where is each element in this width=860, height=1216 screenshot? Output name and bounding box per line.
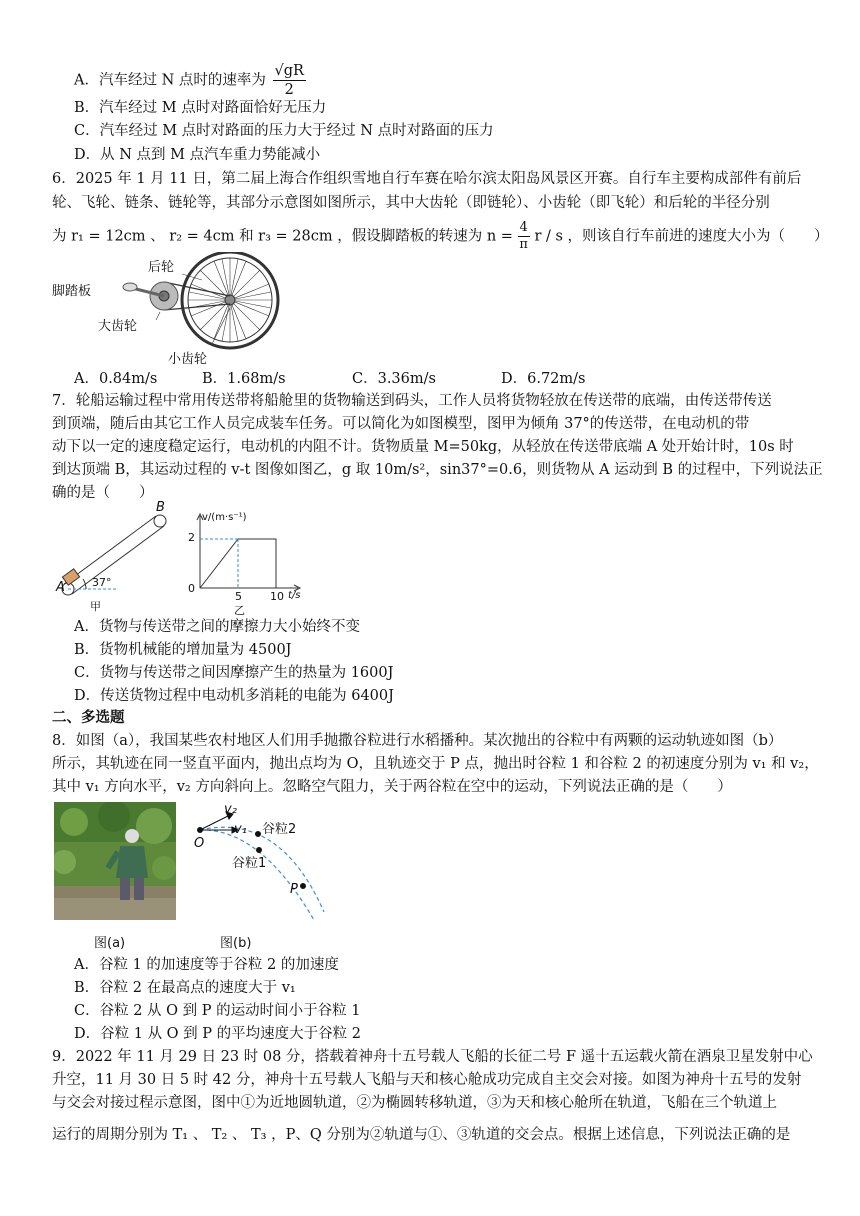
x-tick-10: 10	[270, 590, 284, 603]
fraction-denominator: π	[519, 237, 528, 252]
small-gear-label: 小齿轮	[168, 352, 208, 367]
q8-option-b: B．谷粒 2 在最高点的速度大于 v₁	[74, 980, 296, 996]
q6-option-b: B．1.68m/s	[202, 371, 286, 387]
point-o-label: O	[194, 836, 205, 851]
q8-stem-line3: 其中 v₁ 方向水平，v₂ 方向斜向上。忽略空气阻力，关于两谷粒在空中的运动，下列说法正确的是（ ）	[52, 779, 732, 795]
q7-stem-line1: 7．轮船运输过程中常用传送带将船舱里的货物输送到码头，工作人员将货物轻放在传送带的底端，由传送带传送	[52, 393, 772, 409]
angle-label: 37°	[92, 576, 112, 589]
figure-b-caption: 图(b)	[220, 936, 252, 951]
q6-stem-line1: 6．2025 年 1 月 11 日，第二届上海合作组织雪地自行车赛在哈尔滨太阳岛风景区开赛。自行车主要构成部件有前后	[52, 171, 802, 187]
y-tick-2: 2	[188, 531, 195, 544]
q8-option-c: C．谷粒 2 从 O 到 P 的运动时间小于谷粒 1	[74, 1003, 361, 1019]
pedal-label: 脚踏板	[52, 284, 92, 299]
point-p-label: P	[290, 882, 298, 897]
q9-stem-line2: 升空，11 月 30 日 5 时 42 分，神舟十五号载人飞船与天和核心舱成功完成自主交会对接。如图为神舟十五号的发射	[52, 1072, 802, 1088]
figure-yi-caption: 乙	[234, 604, 245, 617]
q9-stem-line4: 运行的周期分别为 T₁ 、 T₂ 、 T₃ ，P、Q 分别为②轨道与①、③轨道的交会点。根据上述信息，下列说法正确的是	[52, 1127, 791, 1143]
rear-wheel-label: 后轮	[148, 260, 175, 275]
point-a-label: A	[56, 580, 65, 595]
q5-option-a: A．汽车经过 N 点时的速率为 $\frac{√gR}{2}$	[74, 63, 304, 98]
q7-stem-line2: 到顶端，随后由其它工作人员完成装车任务。可以简化为如图模型，图甲为倾角 37°的传送带，在电动机的带	[52, 416, 750, 432]
x-axis-label: t/s	[288, 590, 301, 601]
point-b-label: B	[156, 500, 165, 515]
q6-option-a: A．0.84m/s	[74, 371, 158, 387]
q9-stem-line1: 9．2022 年 11 月 29 日 23 时 08 分，搭载着神舟十五号载人飞船的长征二号 F 遥十五运载火箭在酒泉卫星发射中心	[52, 1049, 813, 1065]
conveyor-figure	[56, 500, 180, 614]
q8-stem-line2: 所示，其轨迹在同一竖直平面内，抛出点均为 O，且轨迹交于 P 点，抛出时谷粒 1 和谷粒 2 的初速度分别为 v₁ 和 v₂，	[52, 756, 819, 772]
q5-option-c: C．汽车经过 M 点时对路面的压力大于经过 N 点时对路面的压力	[74, 123, 494, 139]
q6-option-c: C．3.36m/s	[352, 371, 436, 387]
q8-stem-line1: 8．如图（a），我国某些农村地区人们用手抛撒谷粒进行水稻播种。某次抛出的谷粒中有两颗的运动轨迹如图（b）	[52, 733, 783, 749]
q5-option-b: B．汽车经过 M 点时对路面恰好无压力	[74, 100, 327, 116]
q6-stem-line2: 轮、飞轮、链条、链轮等，其部分示意图如图所示，其中大齿轮（即链轮）、小齿轮（即飞轮）和后轮的半径分别	[52, 195, 770, 211]
trajectory-diagram	[190, 802, 336, 920]
section-heading: 二、多选题	[52, 709, 125, 726]
q6-stem-line3: 为 r₁ = 12cm 、 r₂ = 4cm 和 r₃ = 28cm ，假设脚踏板的转速为 n = $\frac{4}{\pi}$ r / s ，则该自行车前进的速度大小为（ ）	[52, 220, 829, 252]
fraction-denominator: 2	[284, 82, 294, 98]
q6-option-d: D．6.72m/s	[501, 371, 586, 387]
x-tick-5: 5	[235, 590, 242, 603]
big-gear-label: 大齿轮	[98, 319, 138, 334]
bicycle-figure	[52, 252, 292, 368]
figure-a-caption: 图(a)	[94, 936, 126, 951]
farmer-photo	[54, 802, 176, 920]
fraction-numerator: 4	[519, 220, 528, 235]
origin-label: 0	[188, 582, 195, 595]
q7-option-a: A．货物与传送带之间的摩擦力大小始终不变	[74, 619, 360, 635]
q7-option-b: B．货物机械能的增加量为 4500J	[74, 642, 292, 658]
q7-stem-line5: 确的是（ ）	[52, 485, 154, 501]
vt-graph	[184, 510, 308, 616]
q7-stem-line3: 动下以一定的速度稳定运行，电动机的内阻不计。货物质量 M=50kg，从轻放在传送带底端 A 处开始计时，10s 时	[52, 439, 794, 455]
q8-option-a: A．谷粒 1 的加速度等于谷粒 2 的加速度	[74, 957, 339, 973]
q8-option-d: D．谷粒 1 从 O 到 P 的平均速度大于谷粒 2	[74, 1026, 361, 1042]
fraction	[518, 220, 530, 253]
figure-jia-caption: 甲	[90, 600, 101, 613]
q5-option-d: D．从 N 点到 M 点汽车重力势能减小	[74, 147, 321, 163]
v2-label: v₂	[224, 802, 237, 817]
fraction-numerator: √gR	[274, 63, 304, 79]
v1-label: v₁	[234, 822, 247, 837]
q7-stem-line4: 到达顶端 B，其运动过程的 v-t 图像如图乙，g 取 10m/s²，sin37°=0.6，则货物从 A 运动到 B 的过程中，下列说法正	[52, 462, 823, 478]
q7-option-d: D．传送货物过程中电动机多消耗的电能为 6400J	[74, 688, 394, 704]
y-axis-label: v/(m·s⁻¹)	[202, 512, 247, 523]
grain1-label: 谷粒1	[232, 856, 267, 871]
fraction	[273, 62, 306, 99]
q7-option-c: C．货物与传送带之间因摩擦产生的热量为 1600J	[74, 665, 394, 681]
grain2-label: 谷粒2	[262, 822, 297, 837]
q9-stem-line3: 与交会对接过程示意图，图中①为近地圆轨道，②为椭圆转移轨道，③为天和核心舱所在轨道，飞船在三个轨道上	[52, 1095, 777, 1111]
